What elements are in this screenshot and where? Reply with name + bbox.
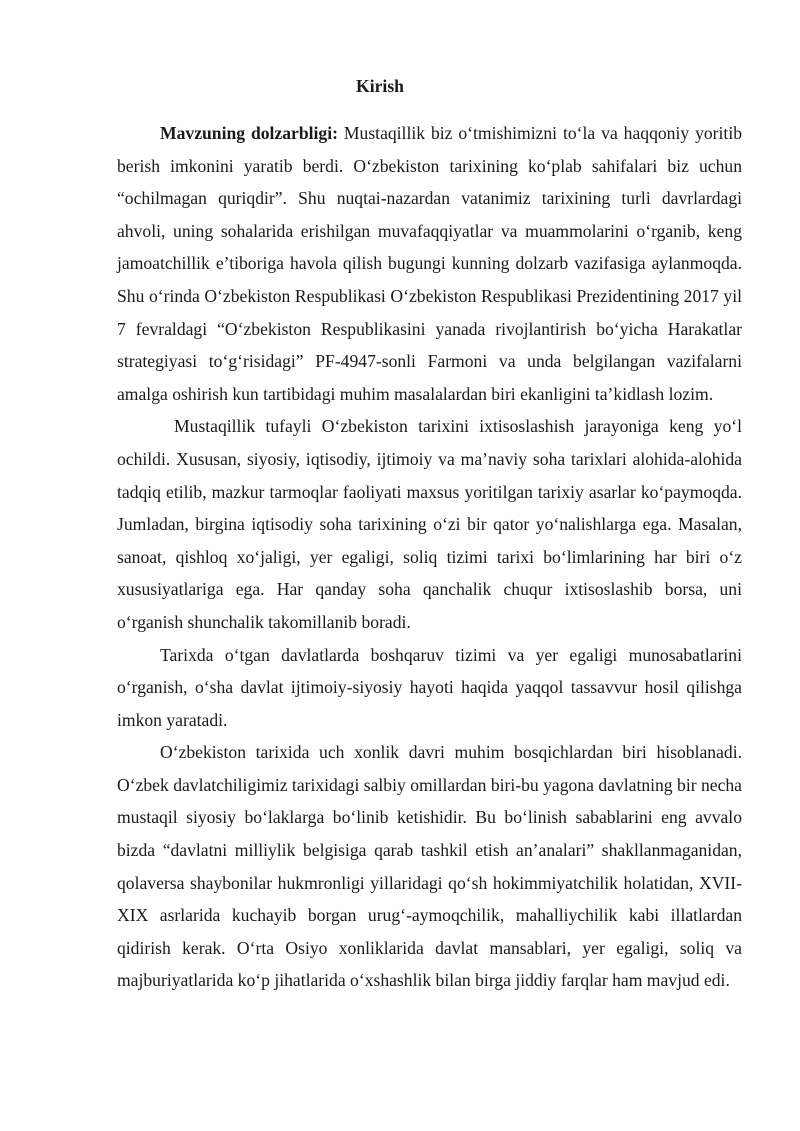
page-title: Kirish — [356, 76, 404, 96]
paragraph-khanates: O‘zbekiston tarixida uch xonlik davri muhim bosqichlardan biri hisoblanadi. O‘zbek davlatchiligimiz tarixidagi salbiy omillardan biri-bu yagona davlatning bir necha mustaqil siyosiy bo‘laklarga bo‘linib ketishidir. Bu bo‘linish sabablarini eng avvalo bizda “davlatni milliylik belgisiga qarab tashkil etish an’analari” shakllanmaganidan, qolaversa shaybonilar hukmronligi yillaridagi qo‘sh hokimmiyatchilik holatidan, XVII-XIX asrlarida kuchayib borgan urug‘-aymoqchilik, mahalliychilik kabi illatlardan qidirish kerak. O‘rta Osiyo xonliklarida davlat mansablari, yer egaligi, soliq va majburiyatlarida ko‘p jihatlarida o‘xshashlik bilan birga jiddiy farqlar ham mavjud edi. — [117, 742, 742, 991]
intro-paragraph — [117, 117, 742, 410]
document-body — [117, 117, 742, 997]
intro-text: Mustaqillik biz o‘tmishimizni to‘la va haqqoniy yoritib berish imkonini yaratib berdi. O‘zbekiston tarixining ko‘plab sahifalari biz uchun “ochilmagan quriqdir”. Shu nuqtai-nazardan vatanimiz tarixining turli davrlardagi ahvoli, uning sohalarida erishilgan muvafaqqiyatlar va muammolarini o‘rganib, keng jamoatchillik e’tiboriga havola qilish bugungi kunning dolzarb vazifasiga aylanmoqda. Shu o‘rinda O‘zbekiston Respublikasi O‘zbekiston Respublikasi Prezidentining 2017 yil 7 fevraldagi “O‘zbekiston Respublikasini yanada rivojlantirish bo‘yicha Harakatlar strategiyasi to‘g‘risidagi” PF-4947-sonli Farmoni va unda belgilangan vazifalarni amalga oshirish kun tartibidagi muhim masalalardan biri ekanligini ta’kidlash lozim. — [117, 123, 743, 404]
paragraph-specialization: Mustaqillik tufayli O‘zbekiston tarixini ixtisoslashish jarayoniga keng yo‘l ochildi. Xususan, siyosiy, iqtisodiy, ijtimoiy va ma’naviy soha tarixlari alohida-alohida tadqiq etilib, mazkur tarmoqlar faoliyati maxsus yoritilgan tarixiy asarlar ko‘paymoqda. Jumladan, birgina iqtisodiy soha tarixining o‘zi bir qator yo‘nalishlarga ega. Masalan, sanoat, qishloq xo‘jaligi, yer egaligi, soliq tizimi tarixi bo‘limlarining har biri o‘z xususiyatlariga ega. Har qanday soha qanchalik chuqur ixtisoslashib borsa, uni o‘rganish shunchalik takomillanib boradi. — [117, 416, 742, 632]
paragraph-governance: Tarixda o‘tgan davlatlarda boshqaruv tizimi va yer egaligi munosabatlarini o‘rganish, o‘sha davlat ijtimoiy-siyosiy hayoti haqida yaqqol tassavvur hosil qilishga imkon yaratadi. — [117, 644, 742, 730]
intro-lead: Mavzuning dolzarbligi: — [160, 123, 338, 143]
